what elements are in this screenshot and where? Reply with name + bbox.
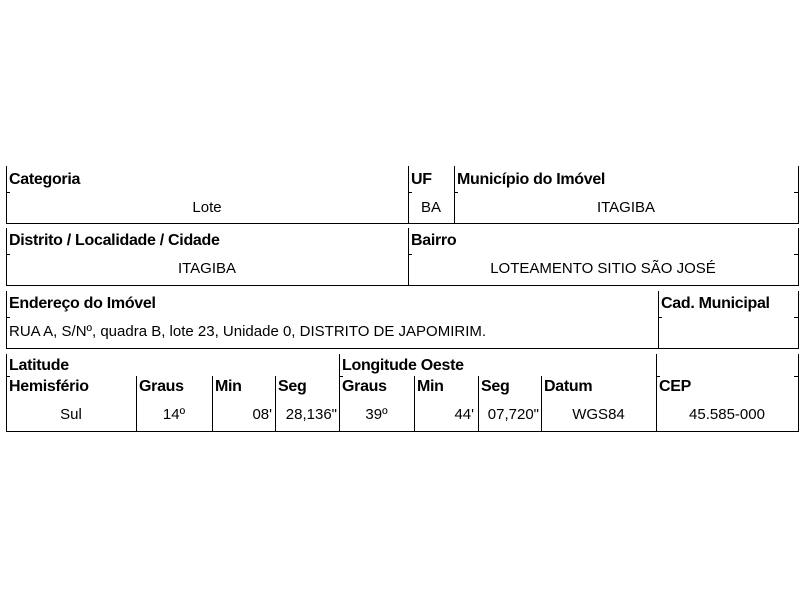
datum-label: Datum xyxy=(544,378,593,395)
bairro-value: LOTEAMENTO SITIO SÃO JOSÉ xyxy=(490,260,716,277)
section1-label-rule xyxy=(454,192,458,193)
latitude-label: Latitude xyxy=(9,357,69,374)
hemisferio-value: Sul xyxy=(60,406,82,423)
lat-graus-value: 14º xyxy=(162,406,186,423)
lon-min-label: Min xyxy=(417,378,444,395)
municipio-value: ITAGIBA xyxy=(596,199,656,216)
cep-label: CEP xyxy=(659,378,691,395)
endereco-value: RUA A, S/Nº, quadra B, lote 23, Unidade 0, DISTRITO DE JAPOMIRIM. xyxy=(9,323,487,340)
section3-divider-cad xyxy=(658,291,659,349)
longitude-label: Longitude Oeste xyxy=(342,357,464,374)
bairro-label: Bairro xyxy=(411,232,457,249)
section3-label-rule xyxy=(794,317,799,318)
uf-value: BA xyxy=(420,199,441,216)
section1-label-rule xyxy=(6,192,10,193)
section4-right-border xyxy=(798,354,799,432)
cad-municipal-label: Cad. Municipal xyxy=(661,295,770,312)
section4-bottom-rule xyxy=(6,431,799,432)
lat-min-value: 08' xyxy=(252,406,272,423)
section1-label-rule xyxy=(794,192,799,193)
municipio-label: Município do Imóvel xyxy=(457,171,606,188)
categoria-value: Lote xyxy=(192,199,222,216)
section2-label-rule xyxy=(408,254,412,255)
section3-label-rule xyxy=(658,317,662,318)
distrito-value: ITAGIBA xyxy=(177,260,237,277)
lat-seg-value: 28,136" xyxy=(285,406,337,423)
section2-label-rule xyxy=(6,254,10,255)
lon-seg-label: Seg xyxy=(481,378,510,395)
section4-label-rule xyxy=(794,376,799,377)
section3-bottom-rule xyxy=(6,348,799,349)
datum-value: WGS84 xyxy=(572,406,625,423)
endereco-label: Endereço do Imóvel xyxy=(9,295,156,312)
lat-graus-label: Graus xyxy=(139,378,184,395)
lat-min-label: Min xyxy=(215,378,242,395)
distrito-label: Distrito / Localidade / Cidade xyxy=(9,232,220,249)
section3-label-rule xyxy=(6,317,10,318)
section1-bottom-rule xyxy=(6,223,799,224)
lon-min-value: 44' xyxy=(454,406,474,423)
lon-seg-value: 07,720" xyxy=(487,406,539,423)
uf-label: UF xyxy=(411,171,432,188)
lon-graus-value: 39º xyxy=(365,406,388,423)
categoria-label: Categoria xyxy=(9,171,81,188)
section2-right-border xyxy=(798,228,799,286)
cep-value: 45.585-000 xyxy=(689,406,765,423)
section1-right-border xyxy=(798,166,799,224)
section2-label-rule xyxy=(794,254,799,255)
lat-seg-label: Seg xyxy=(278,378,307,395)
lon-graus-label: Graus xyxy=(342,378,387,395)
section1-label-rule xyxy=(408,192,412,193)
hemisferio-label: Hemisfério xyxy=(9,378,89,395)
section3-left-border xyxy=(6,291,7,349)
section3-right-border xyxy=(798,291,799,349)
section2-bottom-rule xyxy=(6,285,799,286)
